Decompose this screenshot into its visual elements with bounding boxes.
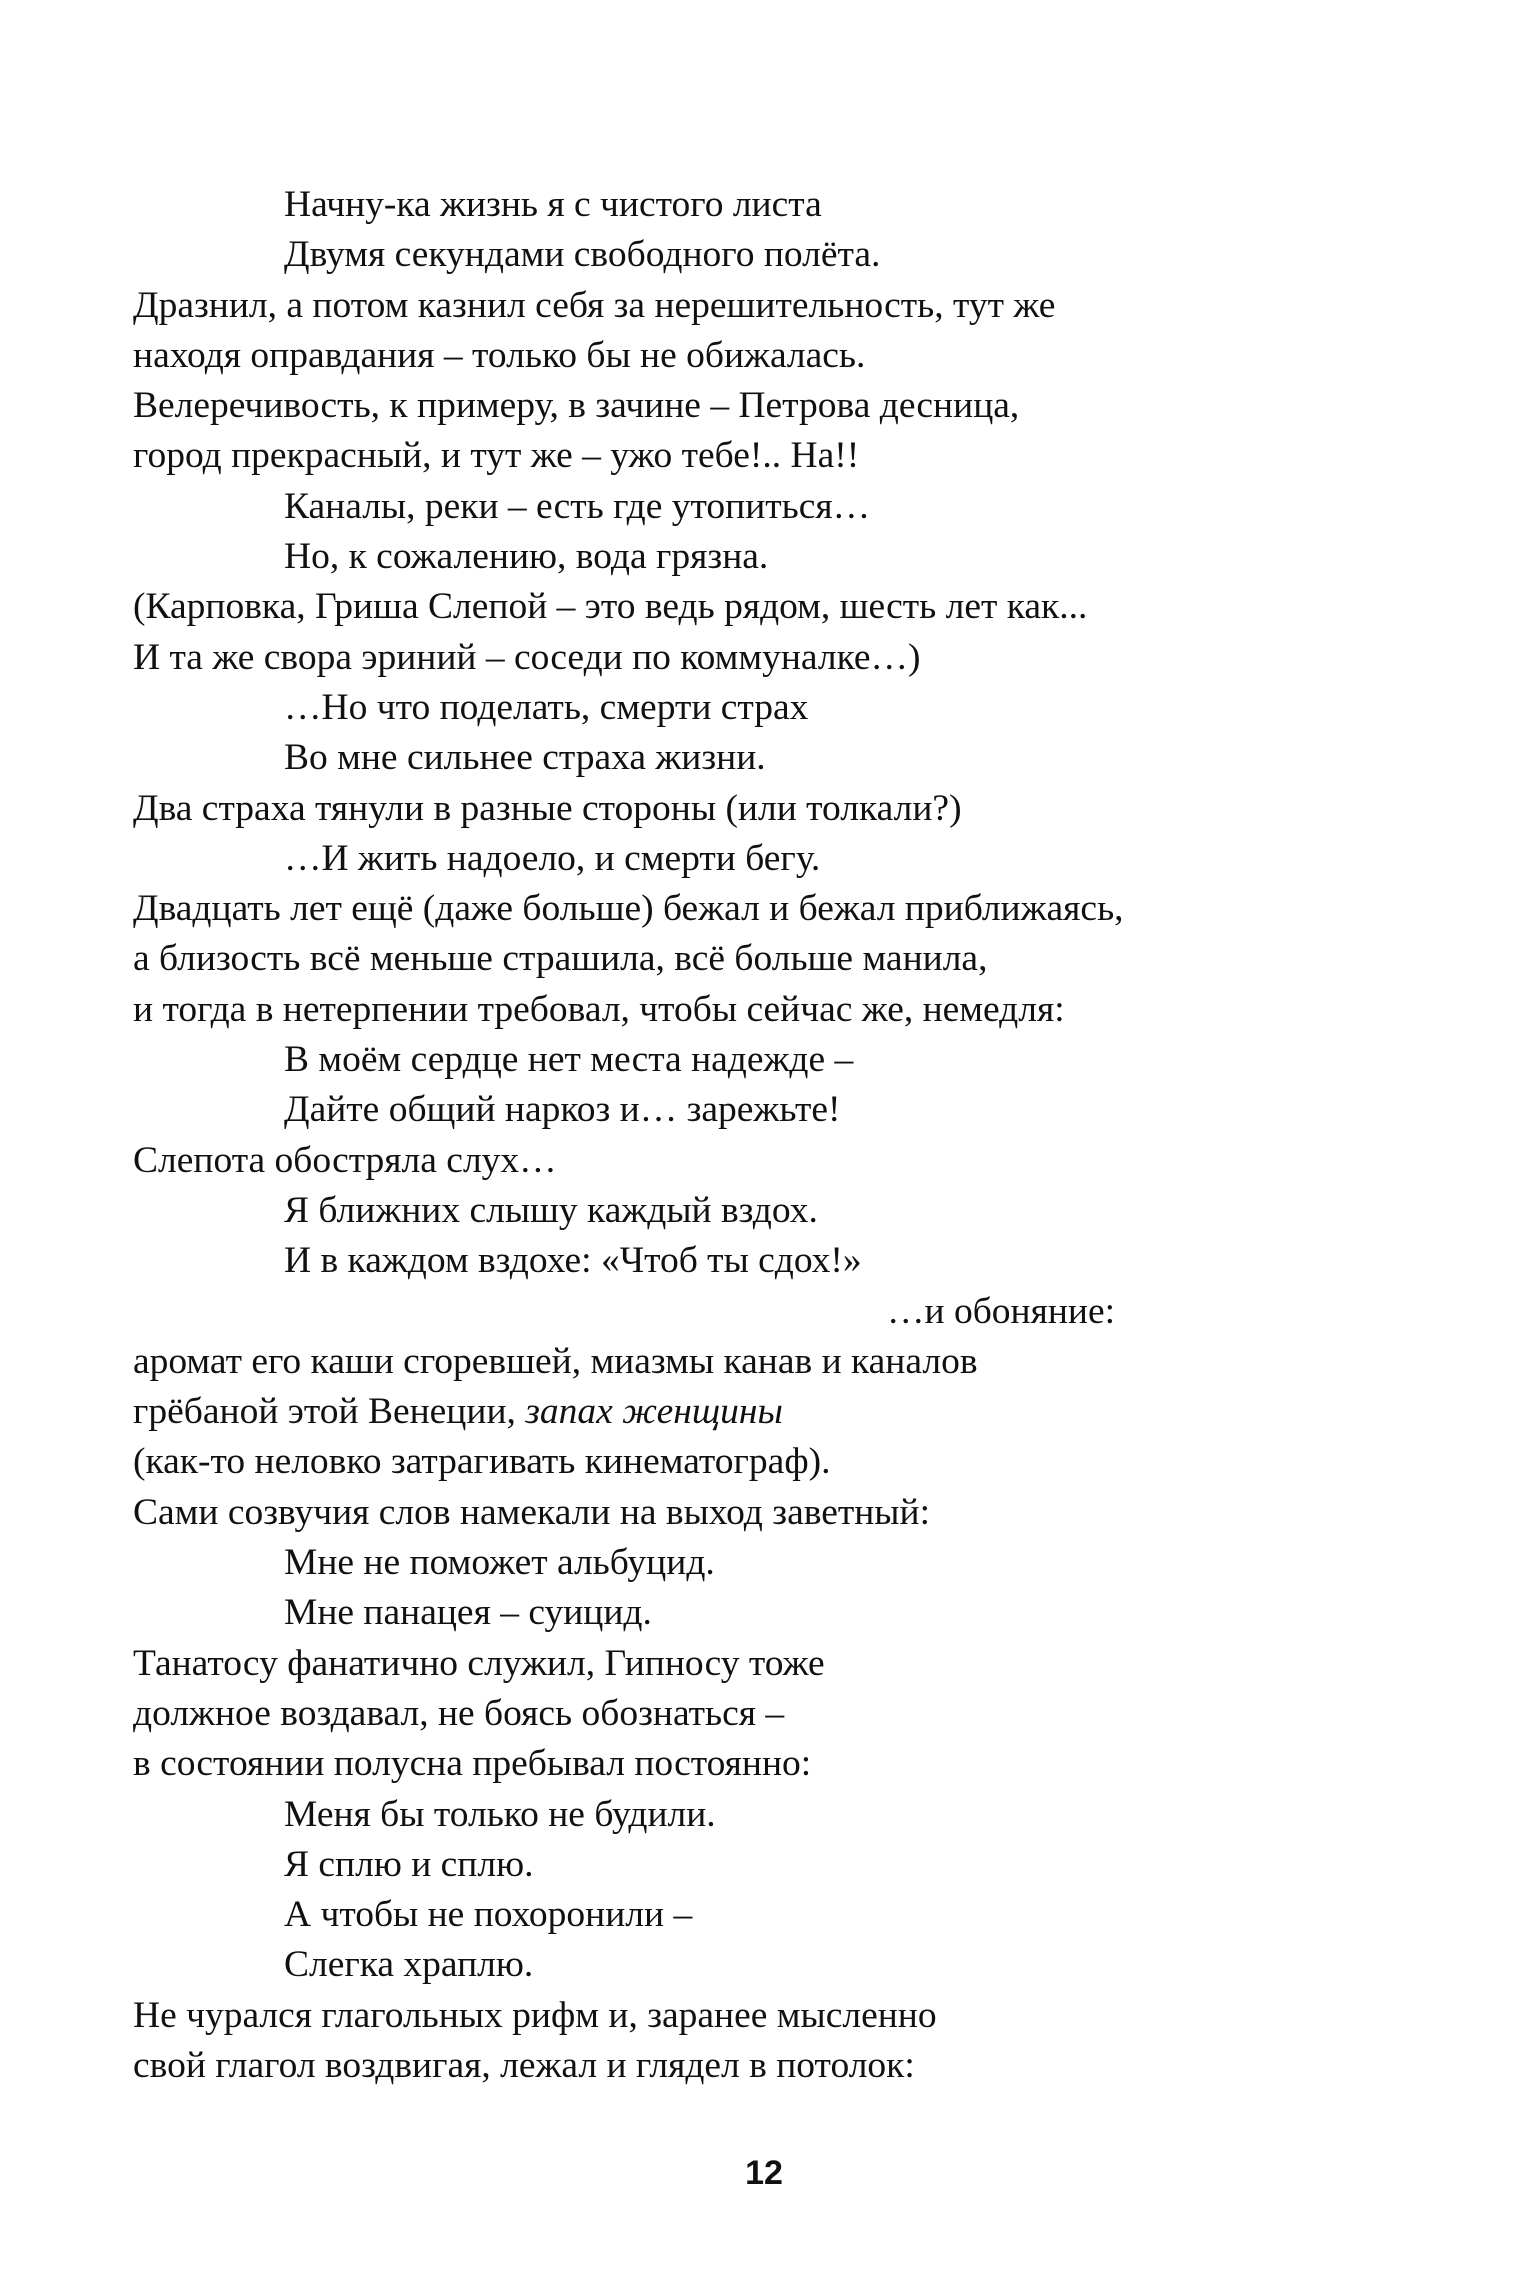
prose-line: Дразнил, а потом казнил себя за нерешительность, тут же	[133, 284, 1056, 326]
prose-line: Двадцать лет ещё (даже больше) бежал и бежал приближаясь,	[133, 888, 1124, 930]
verse-line: Я сплю и сплю.	[284, 1843, 534, 1885]
verse-line: Я ближних слышу каждый вздох.	[284, 1189, 818, 1231]
italic-phrase: запах женщины	[525, 1391, 783, 1433]
line-text: грёбаной этой Венеции,	[133, 1391, 526, 1433]
prose-line: Сами созвучия слов намекали на выход заветный:	[133, 1491, 930, 1533]
verse-line: Мне не поможет альбуцид.	[284, 1542, 715, 1584]
prose-line: Не чурался глагольных рифм и, заранее мысленно	[133, 1994, 937, 2036]
prose-line: а близость всё меньше страшила, всё больше манила,	[133, 938, 988, 980]
right-aligned-line: …и обоняние:	[887, 1290, 1116, 1332]
prose-line: должное воздавал, не боясь обознаться –	[133, 1692, 785, 1734]
prose-line: находя оправдания – только бы не обижалась.	[133, 334, 866, 376]
verse-line: В моём сердце нет места надежде –	[284, 1039, 854, 1081]
verse-line: Меня бы только не будили.	[284, 1793, 716, 1835]
verse-line: …Но что поделать, смерти страх	[284, 686, 809, 728]
prose-line: (Карповка, Гриша Слепой – это ведь рядом, шесть лет как...	[133, 586, 1088, 628]
verse-line: Двумя секундами свободного полёта.	[284, 234, 881, 276]
prose-line: Велеречивость, к примеру, в зачине – Петрова десница,	[133, 385, 1020, 427]
verse-line: …И жить надоело, и смерти бегу.	[284, 837, 821, 879]
prose-line	[133, 1387, 1383, 1437]
verse-line: Во мне сильнее страха жизни.	[284, 737, 766, 779]
prose-line: Танатосу фанатично служил, Гипносу тоже	[133, 1642, 825, 1684]
verse-line: Дайте общий наркоз и… зарежьте!	[284, 1089, 841, 1131]
prose-line: Слепота обостряла слух…	[133, 1139, 557, 1181]
verse-line: Но, к сожалению, вода грязна.	[284, 536, 769, 578]
prose-line: и тогда в нетерпении требовал, чтобы сейчас же, немедля:	[133, 988, 1065, 1030]
prose-line: И та же свора эриний – соседи по коммуналке…)	[133, 636, 921, 678]
body-text	[133, 180, 1383, 2091]
prose-line: город прекрасный, и тут же – ужо тебе!.. На!!	[133, 435, 860, 477]
prose-line: аромат его каши сгоревшей, миазмы канав и каналов	[133, 1340, 978, 1382]
prose-line: (как-то неловко затрагивать кинематограф).	[133, 1441, 831, 1483]
prose-line: свой глагол воздвигая, лежал и глядел в потолок:	[133, 2044, 915, 2086]
verse-line: Каналы, реки – есть где утопиться…	[284, 485, 871, 527]
verse-line: Слегка храплю.	[284, 1944, 534, 1986]
prose-line: Два страха тянули в разные стороны (или толкали?)	[133, 787, 962, 829]
verse-line: Мне панацея – суицид.	[284, 1592, 652, 1634]
prose-line: в состоянии полусна пребывал постоянно:	[133, 1743, 812, 1785]
verse-line: А чтобы не похоронили –	[284, 1894, 693, 1936]
page-number: 12	[745, 2154, 783, 2192]
verse-line: Начну-ка жизнь я с чистого листа	[284, 184, 822, 225]
verse-line: И в каждом вздохе: «Чтоб ты сдох!»	[284, 1240, 862, 1282]
